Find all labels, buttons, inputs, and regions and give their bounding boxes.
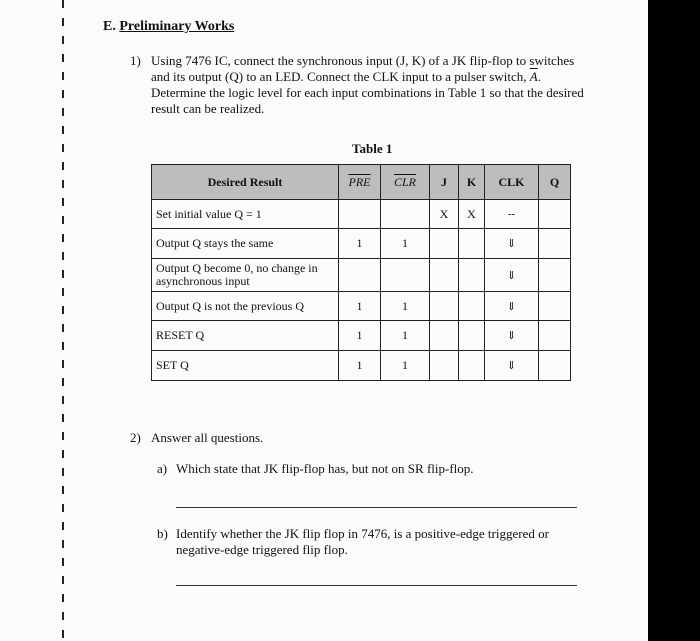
cell-desired: SET Q <box>152 351 339 381</box>
pulser-symbol: $\overline{A}$ <box>529 69 538 84</box>
table-row <box>152 292 571 321</box>
cell-clr[interactable]: 1 <box>381 292 430 321</box>
cell-clk: ⇓ <box>485 351 539 381</box>
section-heading <box>103 19 234 35</box>
cell-q[interactable] <box>539 259 571 292</box>
cell-q[interactable] <box>539 292 571 321</box>
question-2b-text: Identify whether the JK flip flop in 7476, is a positive-edge triggered or negative-edge triggered flip flop. <box>176 526 549 557</box>
header-pre: $\overline{PRE}$ <box>339 165 381 200</box>
cell-clr[interactable]: 1 <box>381 229 430 259</box>
section-title-text: Preliminary Works <box>119 19 235 34</box>
header-q: Q <box>539 165 571 200</box>
cell-k[interactable] <box>459 292 485 321</box>
cell-q[interactable] <box>539 200 571 229</box>
cell-k[interactable] <box>459 351 485 381</box>
cell-desired: Output Q stays the same <box>152 229 339 259</box>
section-letter: E. <box>103 19 116 34</box>
cell-q[interactable] <box>539 321 571 351</box>
cell-desired: Output Q is not the previous Q <box>152 292 339 321</box>
cell-clr[interactable]: 1 <box>381 351 430 381</box>
left-margin-rule <box>62 0 64 641</box>
cell-clr[interactable]: 1 <box>381 321 430 351</box>
truth-table <box>151 164 571 381</box>
header-desired-result: Desired Result <box>152 165 339 200</box>
question-2a-label: a) <box>157 461 168 476</box>
question-1-part-2: . Determine the logic level for each input combinations in Table 1 so that the desired result can be realized. <box>151 69 584 116</box>
cell-pre[interactable]: 1 <box>339 321 381 351</box>
cell-j[interactable] <box>430 259 459 292</box>
header-k: K <box>459 165 485 200</box>
cell-j[interactable]: X <box>430 200 459 229</box>
question-2a-text: Which state that JK flip-flop has, but not on SR flip-flop. <box>176 461 474 476</box>
cell-pre[interactable]: 1 <box>339 351 381 381</box>
cell-pre[interactable] <box>339 259 381 292</box>
answer-line-a[interactable] <box>176 507 577 508</box>
cell-pre[interactable]: 1 <box>339 292 381 321</box>
cell-clr[interactable] <box>381 200 430 229</box>
question-1-part-1: Using 7476 IC, connect the synchronous input (J, K) of a JK flip-flop to switches and its output (Q) to an LED. Connect the CLK input to a pulser switch, <box>151 53 575 84</box>
cell-q[interactable] <box>539 351 571 381</box>
cell-clr[interactable] <box>381 259 430 292</box>
cell-pre[interactable]: 1 <box>339 229 381 259</box>
cell-j[interactable] <box>430 229 459 259</box>
cell-q[interactable] <box>539 229 571 259</box>
cell-desired: Output Q become 0, no change in asynchronous input <box>152 259 339 292</box>
cell-j[interactable] <box>430 292 459 321</box>
cell-clk: ⇓ <box>485 229 539 259</box>
cell-desired: Set initial value Q = 1 <box>152 200 339 229</box>
cell-clk: -- <box>485 200 539 229</box>
cell-k[interactable] <box>459 259 485 292</box>
question-1-text <box>151 53 591 117</box>
cell-j[interactable] <box>430 321 459 351</box>
cell-clk: ⇓ <box>485 321 539 351</box>
answer-line-b[interactable] <box>176 585 577 586</box>
question-2-number: 2) <box>130 430 141 445</box>
question-2b-label: b) <box>157 526 168 541</box>
question-1-number: 1) <box>130 53 141 68</box>
table-row <box>152 200 571 229</box>
cell-desired: RESET Q <box>152 321 339 351</box>
header-clr: $\overline{CLR}$ <box>381 165 430 200</box>
question-2-text: Answer all questions. <box>151 430 264 445</box>
cell-clk: ⇓ <box>485 292 539 321</box>
table-row <box>152 259 571 292</box>
cell-clk: ⇓ <box>485 259 539 292</box>
table-row <box>152 351 571 381</box>
cell-k[interactable]: X <box>459 200 485 229</box>
header-j: J <box>430 165 459 200</box>
table-row <box>152 321 571 351</box>
table-row <box>152 229 571 259</box>
cell-k[interactable] <box>459 321 485 351</box>
table-header-row <box>152 165 571 200</box>
header-clk: CLK <box>485 165 539 200</box>
cell-j[interactable] <box>430 351 459 381</box>
cell-k[interactable] <box>459 229 485 259</box>
cell-pre[interactable] <box>339 200 381 229</box>
table-caption: Table 1 <box>352 141 393 156</box>
